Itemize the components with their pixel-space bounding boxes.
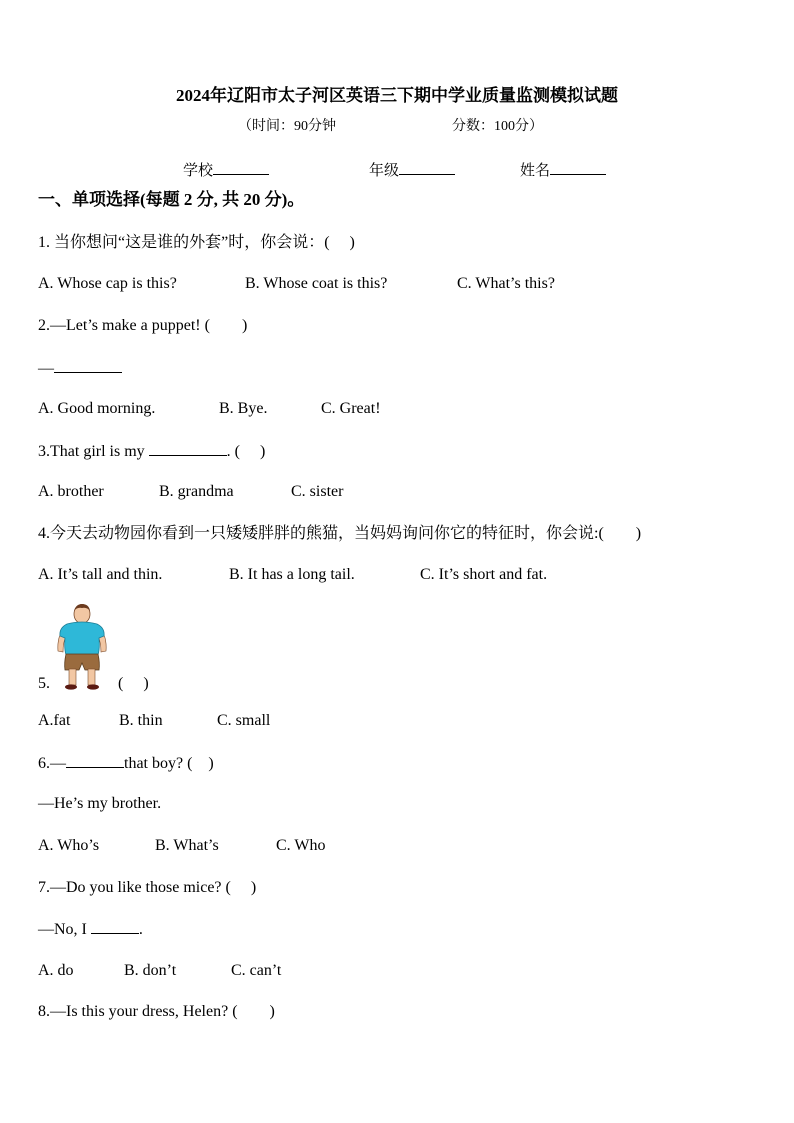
grade-field <box>369 160 455 181</box>
q2-option-c[interactable]: C. Great! <box>321 400 381 417</box>
q4-option-a[interactable]: A. It’s tall and thin. <box>38 566 163 583</box>
q2-reply <box>38 358 122 379</box>
q1-option-c[interactable]: C. What’s this? <box>457 275 555 292</box>
school-field <box>183 160 269 181</box>
q6-option-c[interactable]: C. Who <box>276 837 326 854</box>
school-label: 学校 <box>183 163 214 179</box>
q7-reply-start: —No, I <box>38 921 91 938</box>
name-field <box>520 160 606 181</box>
q5-option-a[interactable]: A.fat <box>38 712 71 729</box>
question-4: 4.今天去动物园你看到一只矮矮胖胖的熊猫，当妈妈询问你它的特征时，你会说:( ) <box>38 525 642 542</box>
section-title: 一、单项选择(每题 2 分, 共 20 分)。 <box>38 190 305 209</box>
q4-option-b[interactable]: B. It has a long tail. <box>229 566 355 583</box>
q7-option-c[interactable]: C. can’t <box>231 962 282 979</box>
q7-reply-end: . <box>138 921 143 938</box>
q7-reply <box>38 919 143 940</box>
q1-option-a[interactable]: A. Whose cap is this? <box>38 275 177 292</box>
question-1: 1. 当你想问“这是谁的外套”时，你会说：( ) <box>38 234 355 251</box>
question-3 <box>38 441 265 462</box>
question-7: 7.—Do you like those mice? ( ) <box>38 879 257 896</box>
exam-time: （时间：90分钟 <box>238 119 336 134</box>
q6-option-b[interactable]: B. What’s <box>155 837 219 854</box>
q3-answer-blank[interactable] <box>149 441 227 456</box>
q6-stem-end: that boy? ( ) <box>124 755 214 772</box>
q2-option-a[interactable]: A. Good morning. <box>38 400 156 417</box>
name-blank[interactable] <box>550 160 606 175</box>
q5-option-c[interactable]: C. small <box>217 712 271 729</box>
q6-stem-start: 6.— <box>38 755 66 772</box>
grade-label: 年级 <box>369 163 400 179</box>
q6-reply: —He’s my brother. <box>38 795 162 812</box>
q3-stem-start: 3.That girl is my <box>38 443 149 460</box>
q5-option-b[interactable]: B. thin <box>119 712 163 729</box>
q2-option-b[interactable]: B. Bye. <box>219 400 268 417</box>
question-6 <box>38 753 214 774</box>
question-8: 8.—Is this your dress, Helen? ( ) <box>38 1003 275 1020</box>
q6-answer-blank[interactable] <box>66 753 124 768</box>
q5-answer-paren[interactable]: ( ) <box>118 675 149 692</box>
q2-reply-dash: — <box>38 360 54 377</box>
q2-answer-blank[interactable] <box>54 358 122 373</box>
q3-option-c[interactable]: C. sister <box>291 483 344 500</box>
question-2: 2.—Let’s make a puppet! ( ) <box>38 317 248 334</box>
q3-option-b[interactable]: B. grandma <box>159 483 234 500</box>
q7-option-a[interactable]: A. do <box>38 962 74 979</box>
q1-option-b[interactable]: B. Whose coat is this? <box>245 275 388 292</box>
q4-option-c[interactable]: C. It’s short and fat. <box>420 566 548 583</box>
fat-boy-image <box>54 603 110 691</box>
grade-blank[interactable] <box>399 160 455 175</box>
school-blank[interactable] <box>213 160 269 175</box>
q5-number: 5. <box>38 675 50 692</box>
q3-option-a[interactable]: A. brother <box>38 483 104 500</box>
q7-option-b[interactable]: B. don’t <box>124 962 177 979</box>
page-title: 2024年辽阳市太子河区英语三下期中学业质量监测模拟试题 <box>176 86 618 105</box>
exam-score: 分数：100分） <box>452 119 543 134</box>
q7-answer-blank[interactable] <box>91 919 139 934</box>
q6-option-a[interactable]: A. Who’s <box>38 837 100 854</box>
q3-stem-end: . ( ) <box>226 443 266 460</box>
name-label: 姓名 <box>520 163 551 179</box>
